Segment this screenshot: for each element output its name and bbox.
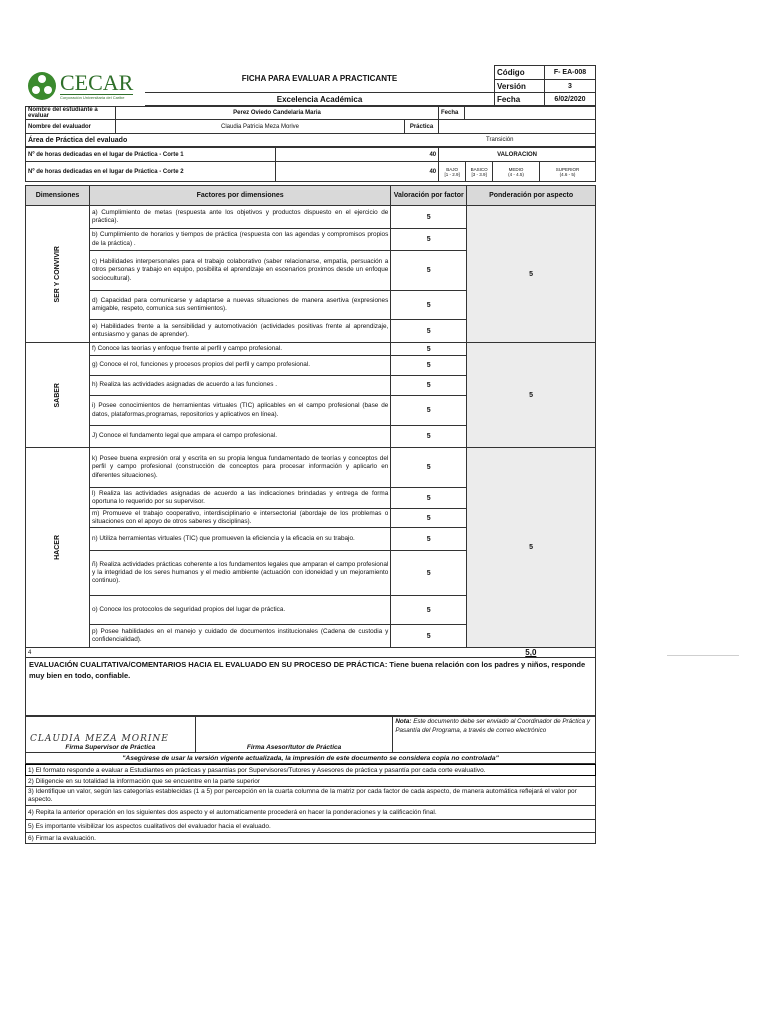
supervisor-signature: CLAUDIA MEZA MORINE: [30, 734, 169, 744]
totals-row: [26, 648, 596, 658]
col-ponderacion: Ponderación por aspecto: [467, 186, 596, 206]
factor-value[interactable]: 5: [391, 320, 467, 343]
evaluation-table: [25, 185, 596, 658]
factor-value[interactable]: 5: [391, 376, 467, 396]
cecar-logo: [27, 71, 143, 101]
fecha-label: Fecha: [495, 93, 545, 106]
area-value[interactable]: Transición: [405, 134, 596, 147]
factor-i: i) Posee conocimientos de herramientas virtuales (TIC) aplicables en el campo profesional (base de datos, plataformas,programas, repositorios y aplicativos en línea).: [89, 396, 390, 426]
factor-o: o) Conoce los protocolos de seguridad propios del lugar de práctica.: [89, 596, 390, 625]
factor-value[interactable]: 5: [391, 229, 467, 251]
factor-k: k) Posee buena expresión oral y escrita en su propia lengua fundamentado de teorías y conceptos del perfil y campo profesional (construcción de conceptos para procesar información y aplicarlo en diferentes situaciones).: [89, 448, 390, 488]
factor-value[interactable]: 5: [391, 509, 467, 528]
factor-value[interactable]: 5: [391, 596, 467, 625]
instruction-item: 1) El formato responde a evaluar a Estudiantes en prácticas y pasantías por Supervisores/Tutores y Asesores de práctica y pasantía por cada corte evaluativo.: [26, 765, 596, 776]
fecha-value: 6/02/2020: [545, 93, 596, 106]
instruction-item: 2) Diligencie en su totalidad la información que se encuentre en la parte superior: [26, 776, 596, 787]
cecar-emblem-icon: [27, 71, 57, 101]
ponderacion-hacer: 5: [467, 448, 596, 648]
codigo-label: Código: [495, 66, 545, 80]
dimension-hacer: [26, 448, 90, 648]
hours2-value[interactable]: 40: [275, 162, 439, 182]
factor-a: a) Cumplimiento de metas (respuesta ante los objetivos y productos dispuesto en el ejercicio de práctica).: [89, 206, 390, 229]
supervisor-signature-cell[interactable]: [26, 717, 196, 753]
form-title: FICHA PARA EVALUAR A PRACTICANTE: [241, 74, 398, 84]
dimension-label: SER Y CONVIVIR: [53, 245, 61, 303]
factor-n-tilde: ñ) Realiza actividades prácticas coherente a los fundamentos legales que amparan el campo profesional y la integridad de los seres humanos y el medio ambiente (actuación con idoneidad y un mejoramiento continuo).: [89, 551, 390, 596]
scale-basico: [466, 162, 493, 182]
hours-table: [25, 147, 596, 182]
scale-range: (4.6 - 5): [559, 171, 576, 177]
scale-name: SUPERIOR: [555, 166, 580, 172]
factor-l: l) Realiza las actividades asignadas de acuerdo a las indicaciones brindadas y entrega de forma oportuna lo requerido por su supervisor.: [89, 488, 390, 509]
signatures-table: [25, 716, 596, 764]
col-valoracion: Valoración por factor: [391, 186, 467, 206]
instructions-table: [25, 764, 596, 844]
note-cell: [393, 717, 596, 753]
scale-medio: [493, 162, 540, 182]
scale-name: MEDIO: [508, 166, 524, 172]
asesor-label: Firma Asesor/tutor de Práctica: [246, 744, 342, 751]
form-subtitle: Excelencia Académica: [145, 93, 495, 106]
scale-range: [3 - 3.9]: [471, 171, 487, 177]
factor-value[interactable]: 5: [391, 488, 467, 509]
version-value: 3: [545, 80, 596, 93]
codigo-value: F- EA-008: [545, 66, 596, 80]
factor-value[interactable]: 5: [391, 396, 467, 426]
ponderacion-saber: 5: [467, 343, 596, 448]
scale-range: [1 - 2.9]: [444, 171, 460, 177]
factor-value[interactable]: 5: [391, 426, 467, 448]
scale-bajo: [439, 162, 466, 182]
student-value[interactable]: Perez Oviedo Candelaria Maria: [116, 107, 439, 120]
factor-h: h) Realiza las actividades asignadas de acuerdo a las funciones .: [89, 376, 390, 396]
factor-value[interactable]: 5: [391, 206, 467, 229]
comments-label: EVALUACIÓN CUALITATIVA/COMENTARIOS HACIA EL EVALUADO EN SU PROCESO DE PRÁCTICA: [29, 660, 385, 669]
logo-cell: [25, 66, 145, 106]
area-label: Área de Práctica del evaluado: [26, 134, 405, 147]
factor-e: e) Habilidades frente a la sensibilidad y automotivación (actividades positivas frente al aprendizaje, entusiasmo y ganas de aprender).: [89, 320, 390, 343]
factor-g: g) Conoce el rol, funciones y procesos propios del perfil y campo profesional.: [89, 356, 390, 376]
logo-subtitle: Corporación Universitaria del Caribe: [60, 94, 133, 100]
student-label: Nombre del estudiante a evaluar: [26, 107, 116, 120]
info-fecha-label: Fecha: [439, 107, 465, 120]
factor-value[interactable]: 5: [391, 251, 467, 291]
version-label: Versión: [495, 80, 545, 93]
dimension-saber: [26, 343, 90, 448]
instruction-item: 6) Firmar la evaluación.: [26, 833, 596, 844]
logo-text: CECAR: [60, 69, 134, 95]
factor-c: c) Habilidades interpersonales para el trabajo colaborativo (saber relacionarse, empatía, persuación a otros personas y trabajo en equipo, posibilita el aprendizaje en escenarios proximos desde un enfoque sociocultural).: [89, 251, 390, 291]
factor-value[interactable]: 5: [391, 625, 467, 648]
factor-b: b) Cumplimiento de horarios y tiempos de práctica (respuesta con las agendas y compromisos propios de la práctica) .: [89, 229, 390, 251]
factor-value[interactable]: 5: [391, 551, 467, 596]
scale-name: BASICO: [470, 166, 488, 172]
col-dimensiones: Dimensiones: [26, 186, 90, 206]
col-factores: Factores por dimensiones: [89, 186, 390, 206]
stray-divider: [667, 655, 739, 656]
factor-value[interactable]: 5: [391, 356, 467, 376]
evaluator-label: Nombre del evaluador: [26, 120, 116, 134]
factor-j: J) Conoce el fundamento legal que ampara el campo profesional.: [89, 426, 390, 448]
table-row: [26, 206, 596, 229]
note-text: Este documento debe ser enviado al Coordinador de Práctica y Pasantía del Programa, a través de correo electrónico: [395, 718, 590, 734]
comments-box[interactable]: [25, 658, 596, 716]
form-header: [25, 65, 596, 106]
factor-value[interactable]: 5: [391, 291, 467, 320]
factor-m: m) Promueve el trabajo cooperativo, interdisciplinario e intersectorial (abordaje de los problemas o situaciones con el apoyo de otros saberes y disciplinas).: [89, 509, 390, 528]
dimension-ser: [26, 206, 90, 343]
total-left: 4: [26, 648, 467, 658]
warning-text: "Asegúrese de usar la versión vigente actualizada, la impresión de este documento se considera copia no controlada": [26, 753, 596, 764]
factor-p: p) Posee habilidades en el manejo y cuidado de documentos institucionales (Cadena de custodia y confidencialidad).: [89, 625, 390, 648]
scale-name: BAJO: [446, 166, 458, 172]
note-label: Nota:: [395, 718, 412, 725]
comments-text: : Tiene buena relación con los padres y niños, responde muy bien en todo, confiable.: [29, 660, 586, 680]
info-table: [25, 106, 596, 147]
practica-label: Práctica: [405, 120, 439, 134]
info-fecha-value[interactable]: [465, 107, 596, 120]
asesor-signature-cell[interactable]: [195, 717, 393, 753]
valoracion-label: VALORACION: [439, 148, 596, 162]
instruction-item: 4) Repita la anterior operación en los siguientes dos aspecto y el automaticamente procederá en hacer la ponderaciones y la calificación final.: [26, 806, 596, 820]
factor-value[interactable]: 5: [391, 448, 467, 488]
evaluation-form: [25, 65, 596, 857]
dimension-label: HACER: [53, 535, 61, 560]
instruction-item: 3) Identifique un valor, según las categorías establecidas (1 a 5) por percepción en la cuarta columna de la matriz por cada factor de cada aspecto, de manera automática reflejará el valor por aspecto.: [26, 787, 596, 806]
practica-value[interactable]: [439, 120, 596, 134]
table-row: [26, 343, 596, 356]
factor-n: n) Utiliza herramientas virtuales (TIC) que promueven la eficiencia y la eficacia en su trabajo.: [89, 528, 390, 551]
scale-range: (4 - 4.5): [508, 171, 524, 177]
supervisor-label: Firma Supervisor de Práctica: [65, 744, 156, 751]
final-score: 5,0: [467, 648, 596, 658]
hours1-value[interactable]: 40: [275, 148, 439, 162]
hours1-label: Nº de horas dedicadas en el lugar de Práctica - Corte 1: [26, 148, 276, 162]
ponderacion-ser: 5: [467, 206, 596, 343]
factor-d: d) Capacidad para comunicarse y adaptarse a nuevas situaciones de manera asertiva (expresiones amigable, respeto, comunica sus sentimientos).: [89, 291, 390, 320]
table-row: [26, 448, 596, 488]
factor-f: f) Conoce las teorías y enfoque frente al perfil y campo profesional.: [89, 343, 390, 356]
hours2-label: Nº de horas dedicadas en el lugar de Práctica - Corte 2: [26, 162, 276, 182]
evaluator-value[interactable]: Claudia Patricia Meza Morive: [116, 120, 405, 134]
scale-superior: [540, 162, 596, 182]
instruction-item: 5) Es importante visibilizar los aspectos cualitativos del evaluador hacia el evaluado.: [26, 820, 596, 833]
dimension-label: SABER: [53, 382, 61, 408]
factor-value[interactable]: 5: [391, 528, 467, 551]
factor-value[interactable]: 5: [391, 343, 467, 356]
